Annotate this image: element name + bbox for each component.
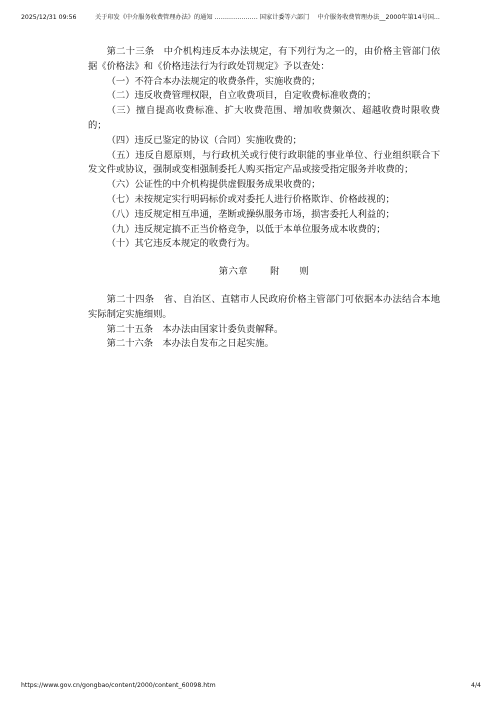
article-23-item-4	[88, 134, 440, 149]
article-23-item-3	[88, 104, 440, 134]
document-body	[88, 45, 440, 352]
article-23-item-10	[88, 237, 440, 252]
print-date: 2025/12/31 09:56	[21, 14, 77, 21]
list-item: （九）违反规定搞不正当价格竞争，以低于本单位服务成本收费的；	[106, 223, 386, 235]
list-item: （十）其它违反本规定的收费行为。	[106, 238, 256, 250]
list-item: （五）违反自愿原则，与行政机关或行使行政职能的事业单位、行业组织联合下发文件或协议，强制或变相强制委托人购买指定产品或接受指定服务并收费的；	[88, 149, 440, 176]
print-page-title: 关于印发《中介服务收费管理办法》的通知 ………………… 国家计委等六部门 中介服务收费管理办法__2000年第14号国...	[95, 14, 440, 21]
list-item: （四）违反已鉴定的协议（合同）实施收费的；	[106, 134, 302, 146]
list-item: （三）擅自提高收费标准、扩大收费范围、增加收费频次、超越收费时限收费的；	[88, 105, 440, 131]
article-23-item-9	[88, 223, 440, 238]
list-item: （二）违反收费管理权限，自立收费项目，自定收费标准收费的；	[106, 90, 377, 102]
page-url: https://www.gov.cn/gongbao/content/2000/content_60098.htm	[21, 682, 216, 689]
print-header	[21, 13, 491, 23]
article-23: 第二十三条 中介机构违反本办法规定，有下列行为之一的，由价格主管部门依据《价格法》和《价格违法行为行政处罚规定》予以查处：	[88, 46, 440, 72]
article-23-item-8	[88, 208, 440, 223]
article-23-item-5	[88, 149, 440, 179]
article-25: 第二十五条 本办法由国家计委负责解释。	[106, 323, 284, 335]
article-24: 第二十四条 省、自治区、直辖市人民政府价格主管部门可依据本办法结合本地实际制定实施细则。	[88, 293, 440, 320]
list-item: （八）违反规定相互串通，垄断或操纵服务市场，损害委托人利益的；	[106, 208, 395, 220]
article-23-item-7	[88, 193, 440, 208]
page-number: 4/4	[471, 682, 481, 689]
article-23-item-6	[88, 178, 440, 193]
article-23-item-1	[88, 75, 440, 90]
chapter-number: 第六章	[218, 266, 249, 278]
print-footer	[21, 681, 481, 691]
chapter-name: 附 则	[270, 266, 310, 278]
article-23-item-2	[88, 89, 440, 104]
list-item: （六）公证性的中介机构提供虚假服务成果收费的；	[106, 179, 321, 191]
article-26: 第二十六条 本办法自发布之日起实施。	[106, 338, 274, 350]
chapter-heading	[88, 265, 440, 280]
list-item: （七）未按规定实行明码标价或对委托人进行价格欺诈、价格歧视的；	[106, 193, 395, 205]
list-item: （一）不符合本办法规定的收费条件，实施收费的；	[106, 75, 321, 87]
